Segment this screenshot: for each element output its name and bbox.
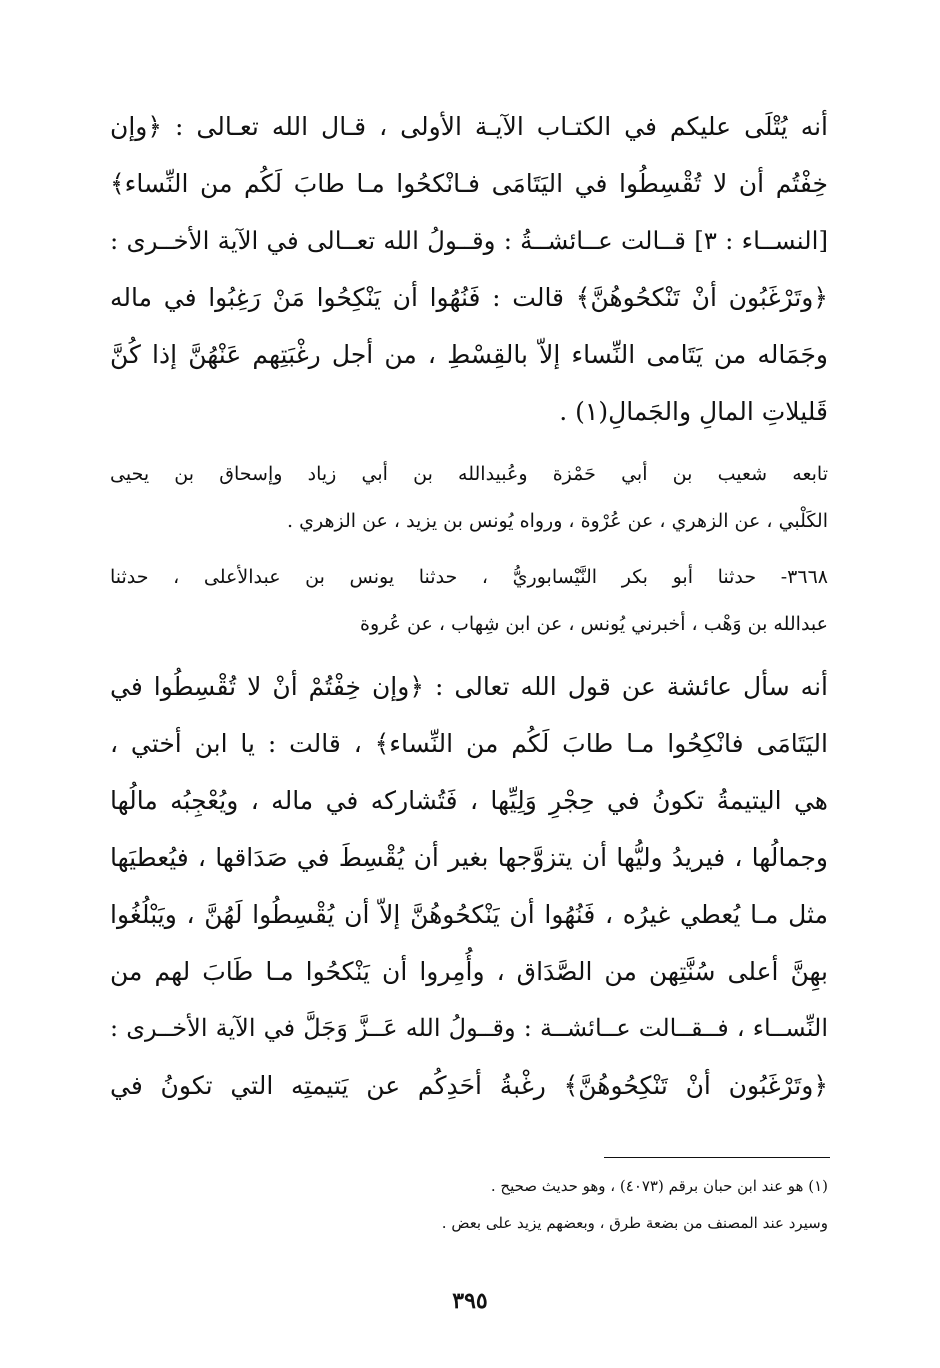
text-line: أنه سأل عائشة عن قول الله تعالى : ﴿وإن خِفْتُمْ أنْ لا تُقْسِطُوا في <box>110 672 828 701</box>
footnote-line: (١) هو عند ابن حبان برقم (٤٠٧٣) ، وهو حديث صحيح . <box>490 1177 828 1195</box>
text-line: مثل مـا يُعطي غيرُه ، فَنُهُوا أن يَنْكحُوهُنَّ إلاّ أن يُقْسِطُوا لَهُنَّ ، ويَبْلُغُوا <box>110 900 828 929</box>
text-line: بهِنَّ أعلى سُنَّتِهن من الصَّدَاق ، وأُمِروا أن يَنْكحُوا مـا طَابَ لهم من <box>110 957 828 986</box>
text-line: هي اليتيمةُ تكونُ في حِجْرِ وَلِيِّها ، فَتُشاركه في ماله ، ويُعْجِبُه مالُها <box>110 786 828 815</box>
text-line: أنه يُتْلَى عليكم في الكتـاب الآيـة الأولى ، قـال الله تعـالى : ﴿وإن <box>110 112 828 141</box>
page-number: ٣٩٥ <box>452 1288 488 1314</box>
footnote-line: وسيرد عند المصنف من بضعة طرق ، وبعضهم يزيد على بعض . <box>441 1214 828 1232</box>
text-line: ٣٦٦٨- حدثنا أبو بكر النَّيْسابوريُّ ، حدثنا يونس بن عبدالأعلى ، حدثنا <box>110 566 828 588</box>
text-line: وجَمَاله من يَتَامى النِّساء إلاّ بالقِسْطِ ، من أجل رغْبَتِهم عَنْهُنَّ إذا كُنَّ <box>110 340 828 369</box>
text-line: اليَتَامَى فانْكِحُوا مـا طابَ لَكُم من النِّساء﴾ ، قالت : يا ابن أختي ، <box>110 729 828 758</box>
text-line: خِفْتُم أن لا تُقْسِطُوا في اليَتَامَى فـانْكحُوا مـا طابَ لَكُم من النِّساء﴾ <box>110 169 828 198</box>
text-line: ﴿وتَرْغَبُون أنْ تَنْكِحُوهُنَّ﴾ رغْبةُ أحَدِكُم عن يَتيمتِه التي تكونُ في <box>110 1071 828 1100</box>
text-line: وجمالُها ، فيريدُ وليُّها أن يتزوَّجها بغير أن يُقْسِطَ في صَدَاقها ، فيُعطيَها <box>110 843 828 872</box>
text-line: عبدالله بن وَهْب ، أخبرني يُونس ، عن ابن شِهاب ، عن عُروة <box>360 613 828 635</box>
text-line: ﴿وتَرْغَبُون أنْ تَنْكحُوهُنَّ﴾ قالت : فَنُهُوا أن يَنْكِحُوا مَنْ رَغِبُوا في ماله <box>110 283 828 312</box>
text-line: [النســاء : ٣] قــالت عــائشــةُ : وقــولُ الله تعــالى في الآية الأخــرى : <box>110 226 829 255</box>
text-line: النِّســاء ، فــقــالت عــائشــة : وقــولُ الله عَــزَّ وَجَلَّ في الآية الأخــرى : <box>110 1014 828 1042</box>
text-line: تابعه شعيب بن أبي حَمْزة وعُبيدالله بن أبي زياد وإسحاق بن يحيى <box>110 463 829 485</box>
text-line: قَليلاتِ المالِ والجَمالِ(١) . <box>559 397 828 426</box>
footnote-divider <box>604 1157 830 1158</box>
text-line: الكَلْبي ، عن الزهري ، عن عُرْوة ، ورواه يُونس بن يزيد ، عن الزهري . <box>287 510 828 532</box>
